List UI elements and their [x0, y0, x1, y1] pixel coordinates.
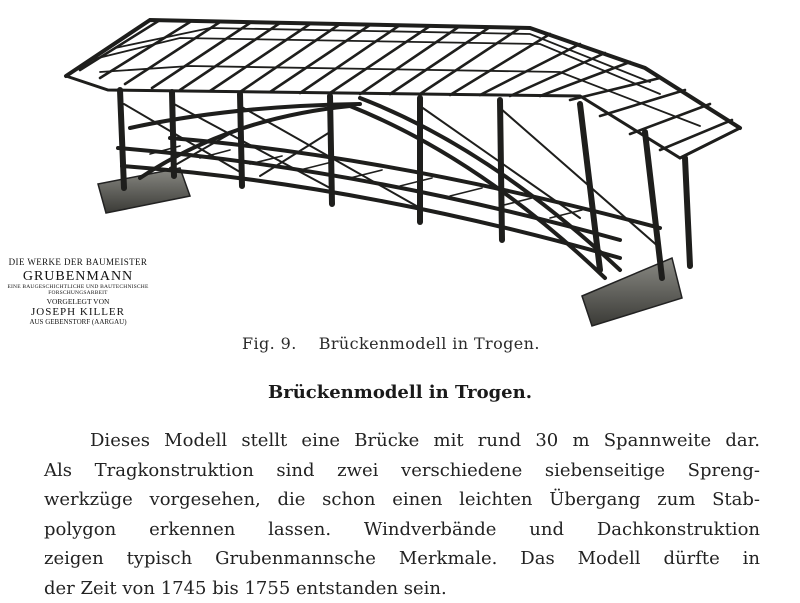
figure-caption-text: Brückenmodell in Trogen. — [319, 334, 540, 353]
body-line: zeigen typisch Grubenmannsche Merkmale. Das Modell dürfte in — [44, 544, 760, 574]
bridge-model-figure — [60, 8, 750, 333]
stamp-author: JOSEPH KILLER — [2, 307, 154, 319]
bridge-model-illustration — [60, 8, 750, 333]
stamp-subtitle-2: FORSCHUNGSARBEIT — [2, 291, 154, 297]
stamp-author-origin: AUS GEBENSTORF (AARGAU) — [2, 319, 154, 327]
figure-number: Fig. 9. — [242, 334, 297, 353]
body-line: polygon erkennen lassen. Windverbände und Dachkonstruktion — [44, 515, 760, 545]
stamp-presented-by: VORGELEGT VON — [2, 298, 154, 306]
body-paragraph — [44, 426, 760, 603]
body-line: Dieses Modell stellt eine Brücke mit rund 30 m Spannweite dar. — [44, 426, 760, 456]
section-heading: Brückenmodell in Trogen. — [0, 382, 800, 403]
body-line: Als Tragkonstruktion sind zwei verschiedene siebenseitige Spreng- — [44, 456, 760, 486]
figure-caption — [242, 334, 540, 353]
stamp-family-name: GRUBENMANN — [2, 269, 154, 284]
body-line: werkzüge vorgesehen, die schon einen leichten Übergang zum Stab- — [44, 485, 760, 515]
stamp-subtitle-1: EINE BAUGESCHICHTLICHE UND BAUTECHNISCHE — [2, 285, 154, 291]
body-line: der Zeit von 1745 bis 1755 entstanden sein. — [44, 574, 760, 603]
stamp-series-title: DIE WERKE DER BAUMEISTER — [2, 258, 154, 268]
publication-stamp — [2, 258, 154, 326]
